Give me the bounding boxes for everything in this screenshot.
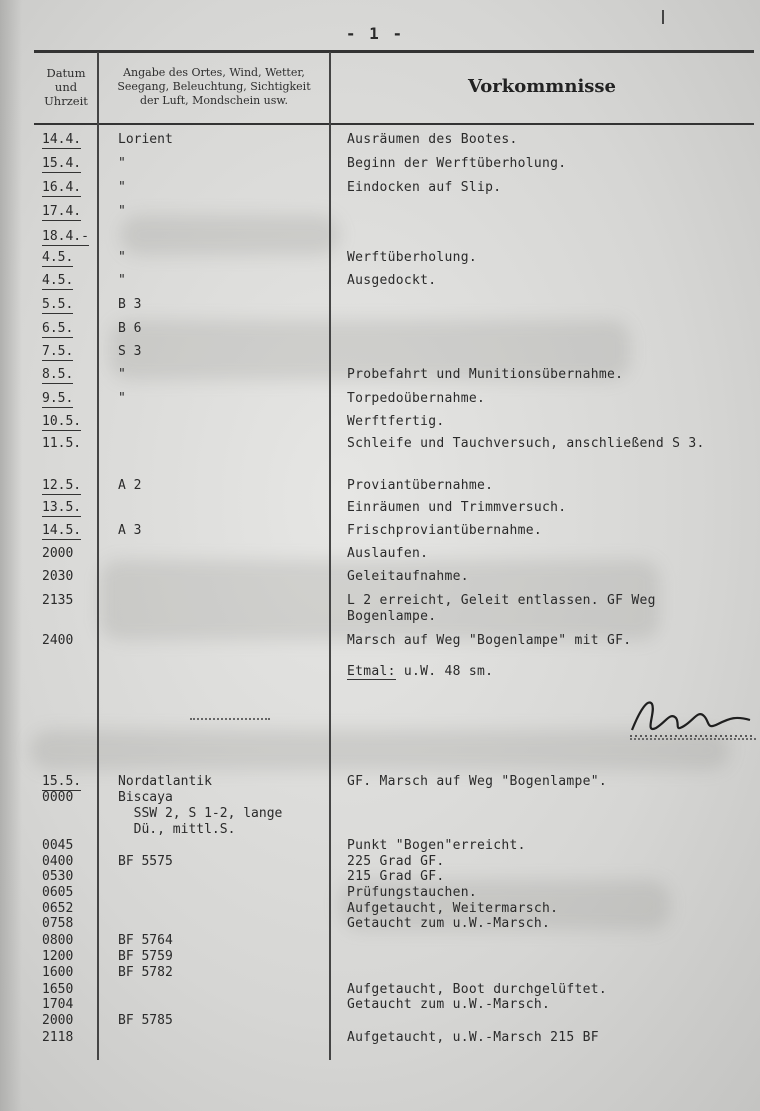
- entry-event: Eindocken auf Slip.: [347, 180, 502, 195]
- entry-date-text: 0758: [42, 916, 74, 931]
- entry-date: [42, 391, 98, 406]
- entry-place: BF 5759: [118, 949, 173, 964]
- entry-event: Auslaufen.: [347, 546, 429, 561]
- entry-event: Werftfertig.: [347, 414, 445, 429]
- entry-date: [42, 854, 98, 869]
- etmal-value: u.W. 48 sm.: [403, 664, 494, 679]
- entry-place: BF 5764: [118, 933, 173, 948]
- entry-date-text: 8.5.: [42, 367, 74, 382]
- entry-date: [42, 593, 98, 608]
- entry-date: [42, 633, 98, 648]
- entry-event: Prüfungstauchen.: [347, 885, 478, 900]
- entry-date: [42, 901, 98, 916]
- entry-date-text: 0605: [42, 885, 74, 900]
- entry-event: Werftüberholung.: [347, 250, 478, 265]
- entry-date-text: 16.4.: [42, 180, 82, 195]
- entry-date: [42, 229, 98, 244]
- corner-mark: [662, 10, 664, 24]
- entry-date: [42, 885, 98, 900]
- entry-place: Nordatlantik: [118, 774, 212, 789]
- entry-event: Ausräumen des Bootes.: [347, 132, 518, 147]
- entry-date: [42, 869, 98, 884]
- smudge: [120, 215, 340, 255]
- entry-date-text: 0800: [42, 933, 74, 948]
- entry-date-text: 4.5.: [42, 250, 74, 265]
- entry-date: [42, 523, 98, 538]
- header-date-column: Datum und Uhrzeit: [44, 66, 88, 108]
- entry-event: Aufgetaucht, u.W.-Marsch 215 BF: [347, 1030, 599, 1045]
- entry-date-text: 0652: [42, 901, 74, 916]
- entry-date: [42, 250, 98, 265]
- entry-date-text: 1704: [42, 997, 74, 1012]
- entry-event: GF. Marsch auf Weg "Bogenlampe".: [347, 774, 608, 789]
- entry-date: [42, 916, 98, 931]
- entry-place: ": [118, 273, 126, 288]
- etmal-label: Etmal:: [347, 664, 396, 679]
- entry-date: [42, 965, 98, 980]
- entry-place: A 2: [118, 478, 142, 493]
- entry-date: [42, 297, 98, 312]
- entry-date: [42, 933, 98, 948]
- entry-date: [42, 436, 98, 451]
- column-divider-2: [329, 52, 331, 1060]
- entry-date-text: 2030: [42, 569, 74, 584]
- entry-event: 225 Grad GF.: [347, 854, 445, 869]
- entry-date-text: 7.5.: [42, 344, 74, 359]
- entry-date: [42, 982, 98, 997]
- entry-date: [42, 344, 98, 359]
- entry-date-text: 17.4.: [42, 204, 82, 219]
- table-top-rule: [34, 50, 754, 53]
- entry-event: Proviantübernahme.: [347, 478, 494, 493]
- entry-date: [42, 321, 98, 336]
- entry-event: Marsch auf Weg "Bogenlampe" mit GF.: [347, 633, 632, 648]
- entry-date-text: 0530: [42, 869, 74, 884]
- entry-event: Geleitaufnahme.: [347, 569, 469, 584]
- entry-date-text: 4.5.: [42, 273, 74, 288]
- entry-event: Einräumen und Trimmversuch.: [347, 500, 567, 515]
- entry-date: [42, 997, 98, 1012]
- entry-event: 215 Grad GF.: [347, 869, 445, 884]
- entry-date-text: 1200: [42, 949, 74, 964]
- entry-date-text: 12.5.: [42, 478, 82, 493]
- signature-icon: [626, 690, 756, 746]
- entry-place: B 6: [118, 321, 142, 336]
- dotted-line: [190, 718, 270, 720]
- entry-event: Getaucht zum u.W.-Marsch.: [347, 997, 551, 1012]
- entry-place: ": [118, 391, 126, 406]
- entry-date-text: 13.5.: [42, 500, 82, 515]
- entry-date: [42, 838, 98, 853]
- entry-place: ": [118, 156, 126, 171]
- entry-date: [42, 132, 98, 147]
- entry-place: Lorient: [118, 132, 173, 147]
- entry-event: L 2 erreicht, Geleit entlassen. GF Weg Bogenlampe.: [347, 593, 656, 624]
- entry-event: Getaucht zum u.W.-Marsch.: [347, 916, 551, 931]
- entry-date-text: 1650: [42, 982, 74, 997]
- entry-date-text: 10.5.: [42, 414, 82, 429]
- etmal-entry: [347, 664, 732, 680]
- entry-date-text: 14.4.: [42, 132, 82, 147]
- entry-date-text: 1600: [42, 965, 74, 980]
- entry-place: A 3: [118, 523, 142, 538]
- entry-event: Frischproviantübernahme.: [347, 523, 543, 538]
- entry-date-text: 0400: [42, 854, 74, 869]
- entry-date: [42, 204, 98, 219]
- entry-date-text: 0000: [42, 790, 74, 805]
- header-events-column: Vorkommnisse: [467, 76, 617, 97]
- entry-event: Punkt "Bogen"erreicht.: [347, 838, 526, 853]
- entry-date: [42, 414, 98, 429]
- entry-date: [42, 569, 98, 584]
- entry-place: BF 5575: [118, 854, 173, 869]
- entry-date: [42, 546, 98, 561]
- entry-place: ": [118, 204, 126, 219]
- header-bottom-rule: [34, 123, 754, 125]
- entry-event: Schleife und Tauchversuch, anschließend S 3.: [347, 436, 705, 451]
- entry-date-text: 5.5.: [42, 297, 74, 312]
- entry-place: Biscaya SSW 2, S 1-2, lange Dü., mittl.S.: [118, 790, 283, 837]
- entry-event: Probefahrt und Munitionsübernahme.: [347, 367, 624, 382]
- entry-event: Aufgetaucht, Boot durchgelüftet.: [347, 982, 608, 997]
- page-edge-shadow: [0, 0, 22, 1111]
- entry-date-text: 15.4.: [42, 156, 82, 171]
- entry-place: B 3: [118, 297, 142, 312]
- entry-place: BF 5785: [118, 1013, 173, 1028]
- entry-date-text: 2118: [42, 1030, 74, 1045]
- smudge: [30, 730, 730, 770]
- entry-place: BF 5782: [118, 965, 173, 980]
- header-place-column: Angabe des Ortes, Wind, Wetter, Seegang, Beleuchtung, Sichtigkeit der Luft, Mondschein usw.: [117, 66, 311, 107]
- entry-event: Beginn der Werftüberholung.: [347, 156, 567, 171]
- entry-date-text: 2400: [42, 633, 74, 648]
- entry-date-text: 14.5.: [42, 523, 82, 538]
- entry-date-text: 0045: [42, 838, 74, 853]
- entry-date: [42, 478, 98, 493]
- entry-date: [42, 1013, 98, 1028]
- entry-place: ": [118, 367, 126, 382]
- entry-date-text: 9.5.: [42, 391, 74, 406]
- entry-place: ": [118, 250, 126, 265]
- entry-date-text: 2135: [42, 593, 74, 608]
- entry-date: [42, 790, 98, 805]
- entry-date: [42, 774, 98, 789]
- entry-place: S 3: [118, 344, 142, 359]
- page-number: - 1 -: [345, 24, 405, 43]
- entry-event: Ausgedockt.: [347, 273, 437, 288]
- entry-place: ": [118, 180, 126, 195]
- entry-date-text: 6.5.: [42, 321, 74, 336]
- entry-date-text: 15.5.: [42, 774, 82, 789]
- entry-date: [42, 156, 98, 171]
- entry-date: [42, 180, 98, 195]
- entry-date-text: 2000: [42, 1013, 74, 1028]
- entry-date: [42, 949, 98, 964]
- entry-date: [42, 1030, 98, 1045]
- entry-date: [42, 500, 98, 515]
- entry-event: Torpedoübernahme.: [347, 391, 486, 406]
- entry-date-text: 18.4.-: [42, 229, 89, 244]
- entry-date: [42, 367, 98, 382]
- entry-date-text: 2000: [42, 546, 74, 561]
- entry-date: [42, 273, 98, 288]
- entry-date-text: 11.5.: [42, 436, 82, 451]
- entry-event: Aufgetaucht, Weitermarsch.: [347, 901, 559, 916]
